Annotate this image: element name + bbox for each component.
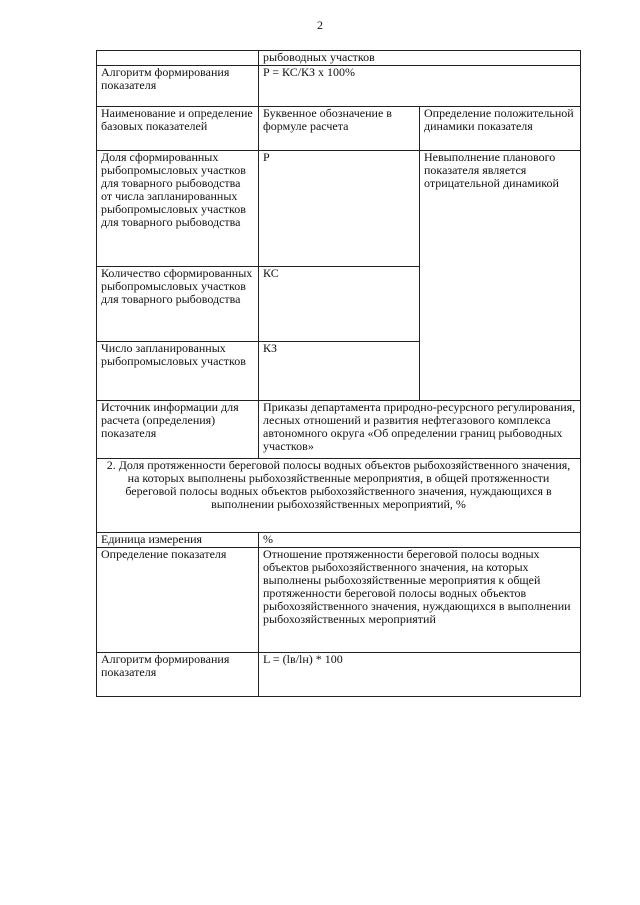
table-row bbox=[97, 548, 581, 653]
header-name: Наименование и определение базовых показателей bbox=[97, 107, 259, 151]
section-title: 2. Доля протяженности береговой полосы водных объектов рыбохозяйственного значения, на которых выполнены рыбохозяйственные мероприятия, в общей протяженности береговой полосы водных объектов рыбохозяйственного значения, нуждающихся в выполнении рыбохозяйственных мероприятий, % bbox=[97, 459, 581, 533]
definition-label: Определение показателя bbox=[97, 548, 259, 653]
algorithm-formula: P = КС/КЗ х 100% bbox=[259, 66, 581, 107]
base-indicator-name: Число запланированных рыбопромысловых участков bbox=[97, 342, 259, 401]
base-indicator-symbol: КЗ bbox=[259, 342, 420, 401]
table-row bbox=[97, 533, 581, 548]
header-symbol: Буквенное обозначение в формуле расчета bbox=[259, 107, 420, 151]
table-row bbox=[97, 151, 581, 267]
algorithm-label: Алгоритм формирования показателя bbox=[97, 653, 259, 697]
dynamics-definition: Невыполнение планового показателя является отрицательной динамикой bbox=[420, 151, 581, 401]
table-row bbox=[97, 66, 581, 107]
unit-label: Единица измерения bbox=[97, 533, 259, 548]
page-number: 2 bbox=[317, 18, 323, 32]
unit-value: % bbox=[259, 533, 581, 548]
empty-cell bbox=[97, 51, 259, 66]
source-value: Приказы департамента природно-ресурсного регулирования, лесных отношений и развития нефтегазового комплекса автономного округа «Об определении границ рыбоводных участков» bbox=[259, 401, 581, 459]
table-row bbox=[97, 653, 581, 697]
continuation-cell: рыбоводных участков bbox=[259, 51, 581, 66]
header-dynamics: Определение положительной динамики показателя bbox=[420, 107, 581, 151]
algorithm-label: Алгоритм формирования показателя bbox=[97, 66, 259, 107]
table-row bbox=[97, 107, 581, 151]
definition-value: Отношение протяженности береговой полосы водных объектов рыбохозяйственного значения, на которых выполнены рыбохозяйственные мероприятия к общей протяженности береговой полосы водных объектов рыбохозяйственного значения, нуждающихся в выполнении рыбохозяйственных мероприятий bbox=[259, 548, 581, 653]
table-row bbox=[97, 401, 581, 459]
source-label: Источник информации для расчета (определения) показателя bbox=[97, 401, 259, 459]
indicator-table bbox=[96, 50, 581, 697]
base-indicator-symbol: КС bbox=[259, 267, 420, 342]
table-row bbox=[97, 459, 581, 533]
table-row bbox=[97, 51, 581, 66]
base-indicator-name: Доля сформированных рыбопромысловых участков для товарного рыбоводства от числа запланированных рыбопромысловых участков для товарного рыбоводства bbox=[97, 151, 259, 267]
algorithm-formula: L = (lв/lн) * 100 bbox=[259, 653, 581, 697]
base-indicator-name: Количество сформированных рыбопромысловых участков для товарного рыбоводства bbox=[97, 267, 259, 342]
base-indicator-symbol: Р bbox=[259, 151, 420, 267]
